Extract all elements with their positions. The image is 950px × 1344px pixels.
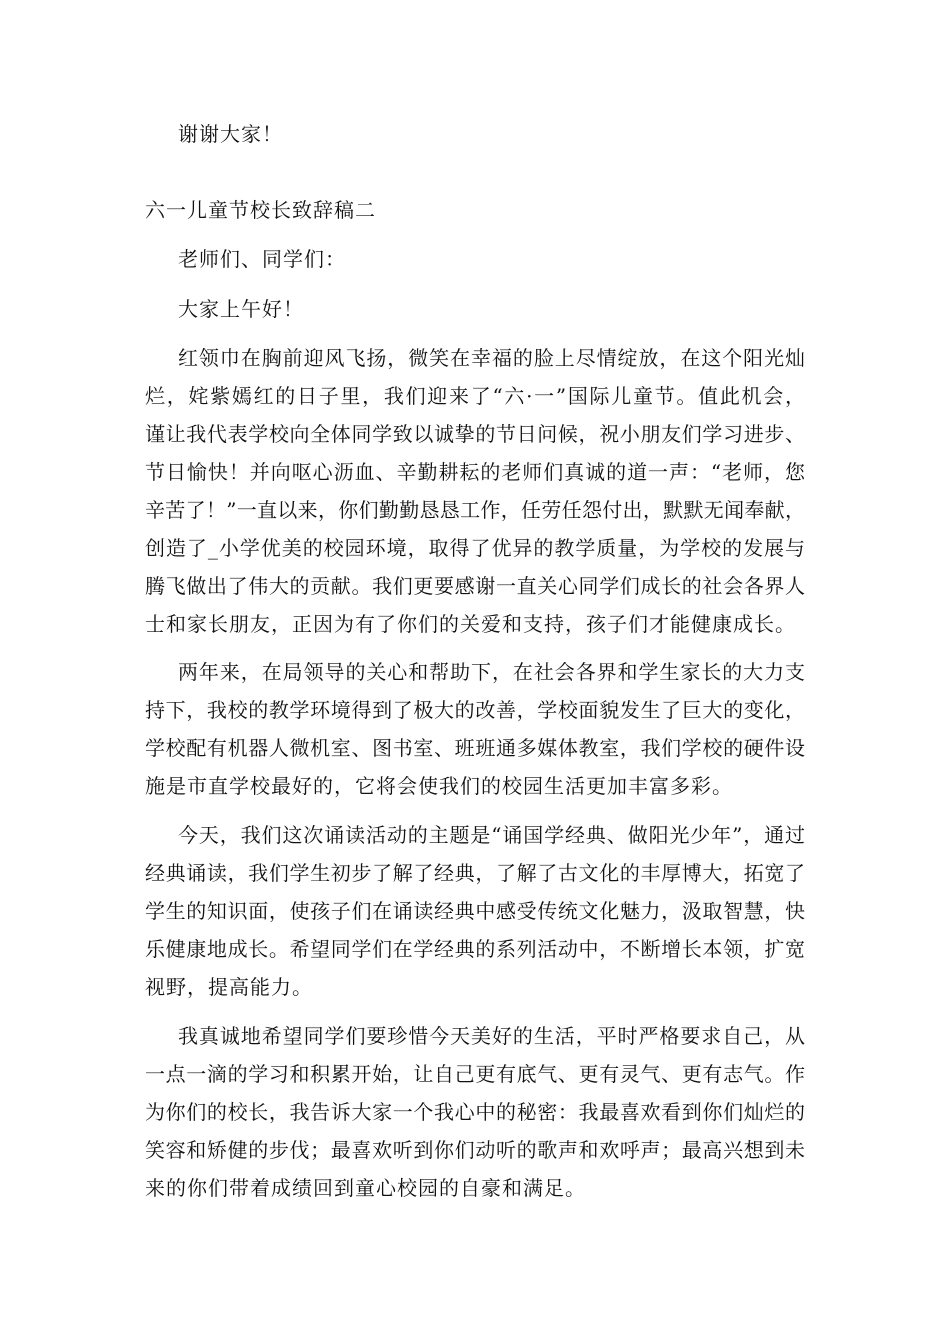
paragraph-line: 谨让我代表学校向全体同学致以诚挚的节日问候，祝小朋友们学习进步、: [145, 422, 805, 446]
paragraph-line: 乐健康地成长。希望同学们在学经典的系列活动中，不断增长本领，扩宽: [145, 937, 805, 961]
paragraph-line: 视野，提高能力。: [145, 975, 313, 999]
paragraph-line: 我真诚地希望同学们要珍惜今天美好的生活，平时严格要求自己，从: [178, 1024, 805, 1048]
paragraph-line: 学生的知识面，使孩子们在诵读经典中感受传统文化魅力，汲取智慧，快: [145, 899, 805, 923]
section-title: 六一儿童节校长致辞稿二: [145, 198, 376, 222]
paragraph-line: 烂，姹紫嫣红的日子里，我们迎来了“六·一”国际儿童节。值此机会，: [145, 384, 805, 408]
salutation: 老师们、同学们：: [178, 247, 346, 271]
paragraph-line: 士和家长朋友，正因为有了你们的关爱和支持，孩子们才能健康成长。: [145, 612, 796, 636]
paragraph-line: 为你们的校长，我告诉大家一个我心中的秘密：我最喜欢看到你们灿烂的: [145, 1100, 805, 1124]
paragraph-line: 经典诵读，我们学生初步了解了经典，了解了古文化的丰厚博大，拓宽了: [145, 861, 805, 885]
paragraph-line: 节日愉快！并向呕心沥血、辛勤耕耘的老师们真诚的道一声：“老师，您: [145, 460, 805, 484]
paragraph-line: 创造了_小学优美的校园环境，取得了优异的教学质量，为学校的发展与: [145, 536, 805, 560]
greeting: 大家上午好！: [178, 297, 304, 321]
paragraph-line: 持下，我校的教学环境得到了极大的改善，学校面貌发生了巨大的变化，: [145, 698, 805, 722]
paragraph-line: 腾飞做出了伟大的贡献。我们更要感谢一直关心同学们成长的社会各界人: [145, 574, 805, 598]
paragraph-line: 今天，我们这次诵读活动的主题是“诵国学经典、做阳光少年”，通过: [178, 823, 805, 847]
paragraph-line: 施是市直学校最好的，它将会使我们的校园生活更加丰富多彩。: [145, 774, 733, 798]
paragraph-line: 红领巾在胸前迎风飞扬，微笑在幸福的脸上尽情绽放，在这个阳光灿: [178, 346, 805, 370]
paragraph-line: 两年来，在局领导的关心和帮助下，在社会各界和学生家长的大力支: [178, 660, 805, 684]
paragraph-line: 笑容和矫健的步伐；最喜欢听到你们动听的歌声和欢呼声；最高兴想到未: [145, 1138, 805, 1162]
paragraph-line: 辛苦了！”一直以来，你们勤勤恳恳工作，任劳任怨付出，默默无闻奉献，: [145, 498, 805, 522]
paragraph-line: 学校配有机器人微机室、图书室、班班通多媒体教室，我们学校的硬件设: [145, 736, 805, 760]
paragraph-line: 来的你们带着成绩回到童心校园的自豪和满足。: [145, 1176, 586, 1200]
closing-thanks: 谢谢大家！: [178, 122, 283, 146]
paragraph-line: 一点一滴的学习和积累开始，让自己更有底气、更有灵气、更有志气。作: [145, 1062, 805, 1086]
